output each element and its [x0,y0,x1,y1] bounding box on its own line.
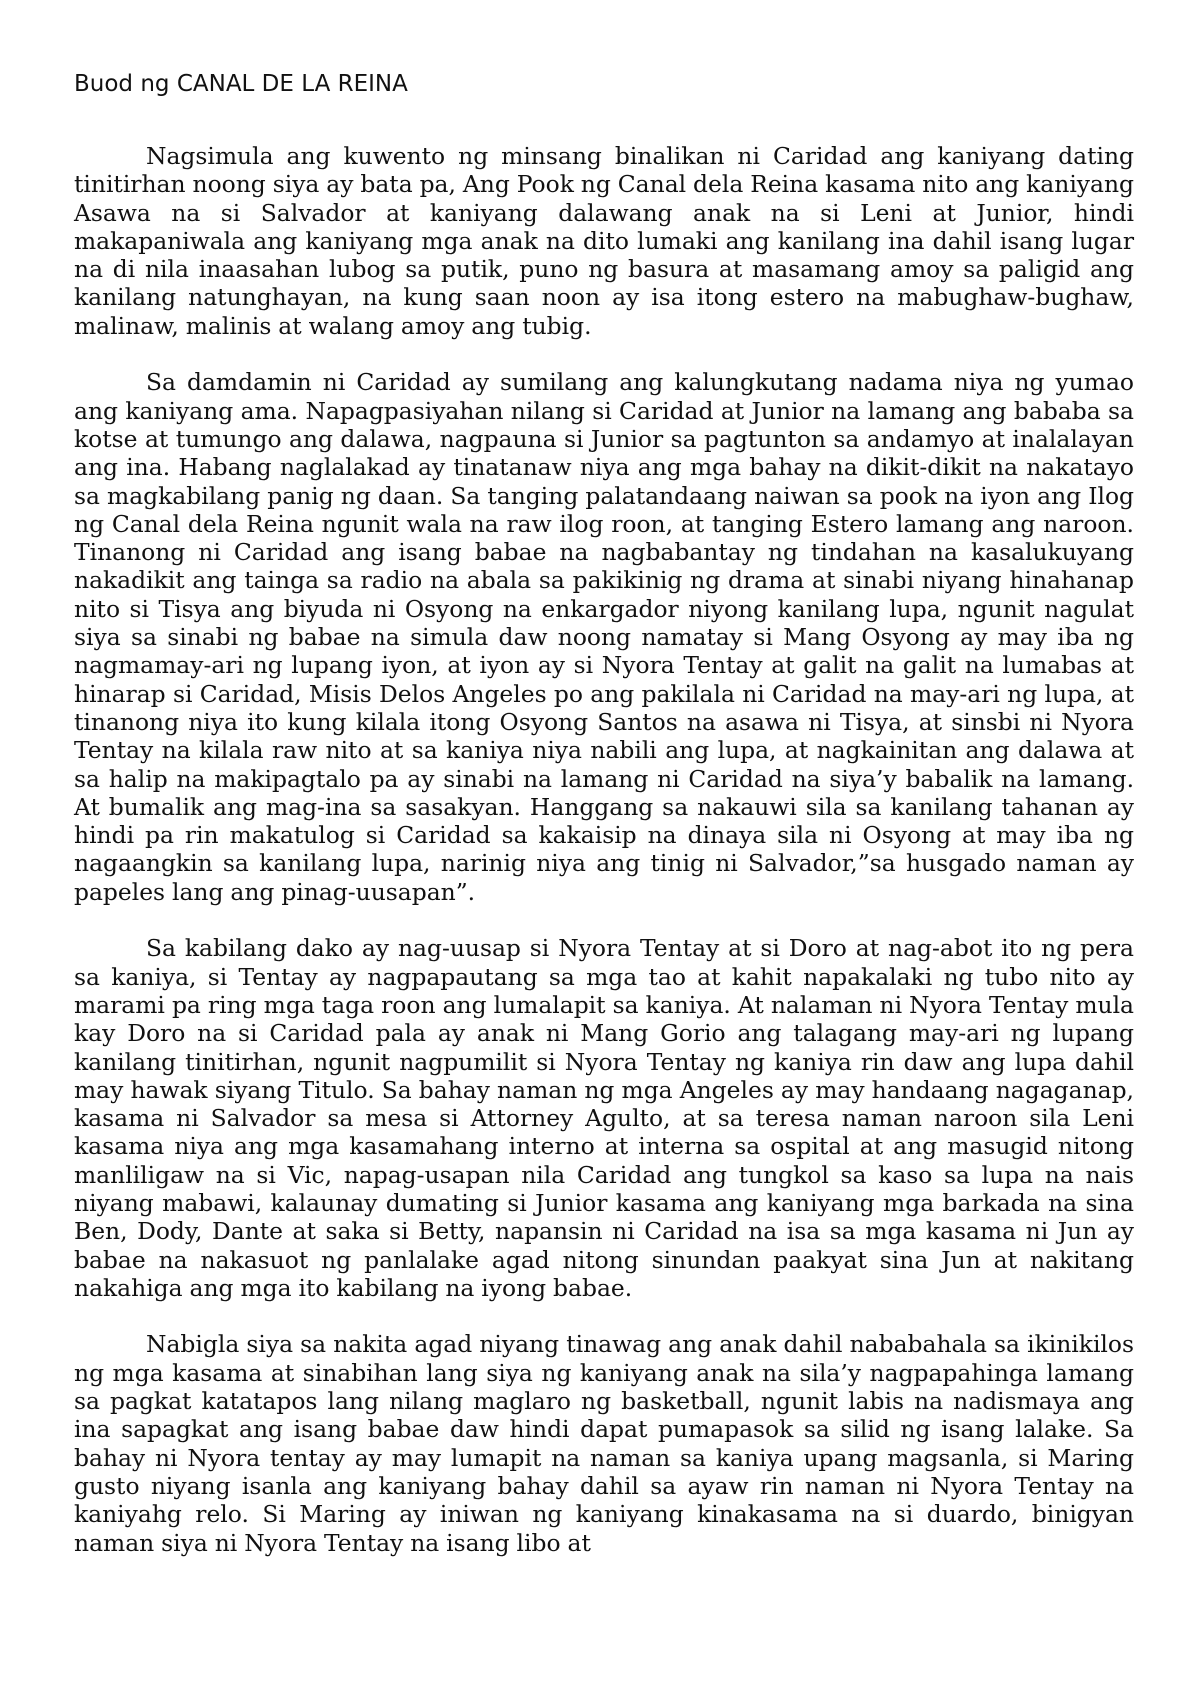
paragraph-2: Sa damdamin ni Caridad ay sumilang ang kalungkutang nadama niya ng yumao ang kaniyang ama. Napagpasiyahan nilang si Caridad at Junior na lamang ang bababa sa kotse at tumungo ang dalawa, nagpauna si Junior sa pagtunton sa andamyo at inalalayan ang ina. Habang naglalakad ay tinatanaw niya ang mga bahay na dikit-dikit na nakatayo sa magkabilang panig ng daan. Sa tanging palatandaang naiwan sa pook na iyon ang Ilog ng Canal dela Reina ngunit wala na raw ilog roon, at tanging Estero lamang ang naroon. Tinanong ni Caridad ang isang babae na nagbabantay ng tindahan na kasalukuyang nakadikit ang tainga sa radio na abala sa pakikinig ng drama at sinabi niyang hinahanap nito si Tisya ang biyuda ni Osyong na enkargador niyong kanilang lupa, ngunit nagulat siya sa sinabi ng babae na simula daw noong namatay si Mang Osyong ay may iba ng nagmamay-ari ng lupang iyon, at iyon ay si Nyora Tentay at galit na galit na lumabas at hinarap si Caridad, Misis Delos Angeles po ang pakilala ni Caridad na may-ari ng lupa, at tinanong niya ito kung kilala itong Osyong Santos na asawa ni Tisya, at sinsbi ni Nyora Tentay na kilala raw nito at sa kaniya niya nabili ang lupa, at nagkainitan ang dalawa at sa halip na makipagtalo pa ay sinabi na lamang ni Caridad na siya’y babalik na lamang. At bumalik ang mag-ina sa sasakyan. Hanggang sa nakauwi sila sa kanilang tahanan ay hindi pa rin makatulog si Caridad sa kakaisip na dinaya sila ni Osyong at may iba ng nagaangkin sa kanilang lupa, narinig niya ang tinig ni Salvador,”sa husgado naman ay papeles lang ang pinag-uusapan”. [74,368,1134,906]
document-title: Buod ng CANAL DE LA REINA [74,71,408,97]
document-page [74,70,1134,1557]
paragraph-1: Nagsimula ang kuwento ng minsang binalikan ni Caridad ang kaniyang dating tinitirhan noong siya ay bata pa, Ang Pook ng Canal dela Reina kasama nito ang kaniyang Asawa na si Salvador at kaniyang dalawang anak na si Leni at Junior, hindi makapaniwala ang kaniyang mga anak na dito lumaki ang kanilang ina dahil isang lugar na di nila inaasahan lubog sa putik, puno ng basura at masamang amoy sa paligid ang kanilang natunghayan, na kung saan noon ay isa itong estero na mabughaw-bughaw, malinaw, malinis at walang amoy ang tubig. [74,142,1134,340]
paragraph-3: Sa kabilang dako ay nag-uusap si Nyora Tentay at si Doro at nag-abot ito ng pera sa kaniya, si Tentay ay nagpapautang sa mga tao at kahit napakalaki ng tubo nito ay marami pa ring mga taga roon ang lumalapit sa kaniya. At nalaman ni Nyora Tentay mula kay Doro na si Caridad pala ay anak ni Mang Gorio ang talagang may-ari ng lupang kanilang tinitirhan, ngunit nagpumilit si Nyora Tentay ng kaniya rin daw ang lupa dahil may hawak siyang Titulo. Sa bahay naman ng mga Angeles ay may handaang nagaganap, kasama ni Salvador sa mesa si Attorney Agulto, at sa teresa naman naroon sila Leni kasama niya ang mga kasamahang interno at interna sa ospital at ang masugid nitong manliligaw na si Vic, napag-usapan nila Caridad ang tungkol sa kaso sa lupa na nais niyang mabawi, kalaunay dumating si Junior kasama ang kaniyang mga barkada na sina Ben, Dody, Dante at saka si Betty, napansin ni Caridad na isa sa mga kasama ni Jun ay babae na nakasuot ng panlalake agad nitong sinundan paakyat sina Jun at nakitang nakahiga ang mga ito kabilang na iyong babae. [74,934,1134,1302]
document-body [74,142,1134,1557]
paragraph-4: Nabigla siya sa nakita agad niyang tinawag ang anak dahil nababahala sa ikinikilos ng mga kasama at sinabihan lang siya ng kaniyang anak na sila’y nagpapahinga lamang sa pagkat katatapos lang nilang maglaro ng basketball, ngunit labis na nadismaya ang ina sapagkat ang isang babae daw hindi dapat pumapasok sa silid ng isang lalake. Sa bahay ni Nyora tentay ay may lumapit na naman sa kaniya upang magsanla, si Maring gusto niyang isanla ang kaniyang bahay dahil sa ayaw rin naman ni Nyora Tentay na kaniyahg relo. Si Maring ay iniwan ng kaniyang kinakasama na si duardo, binigyan naman siya ni Nyora Tentay na isang libo at [74,1330,1134,1557]
